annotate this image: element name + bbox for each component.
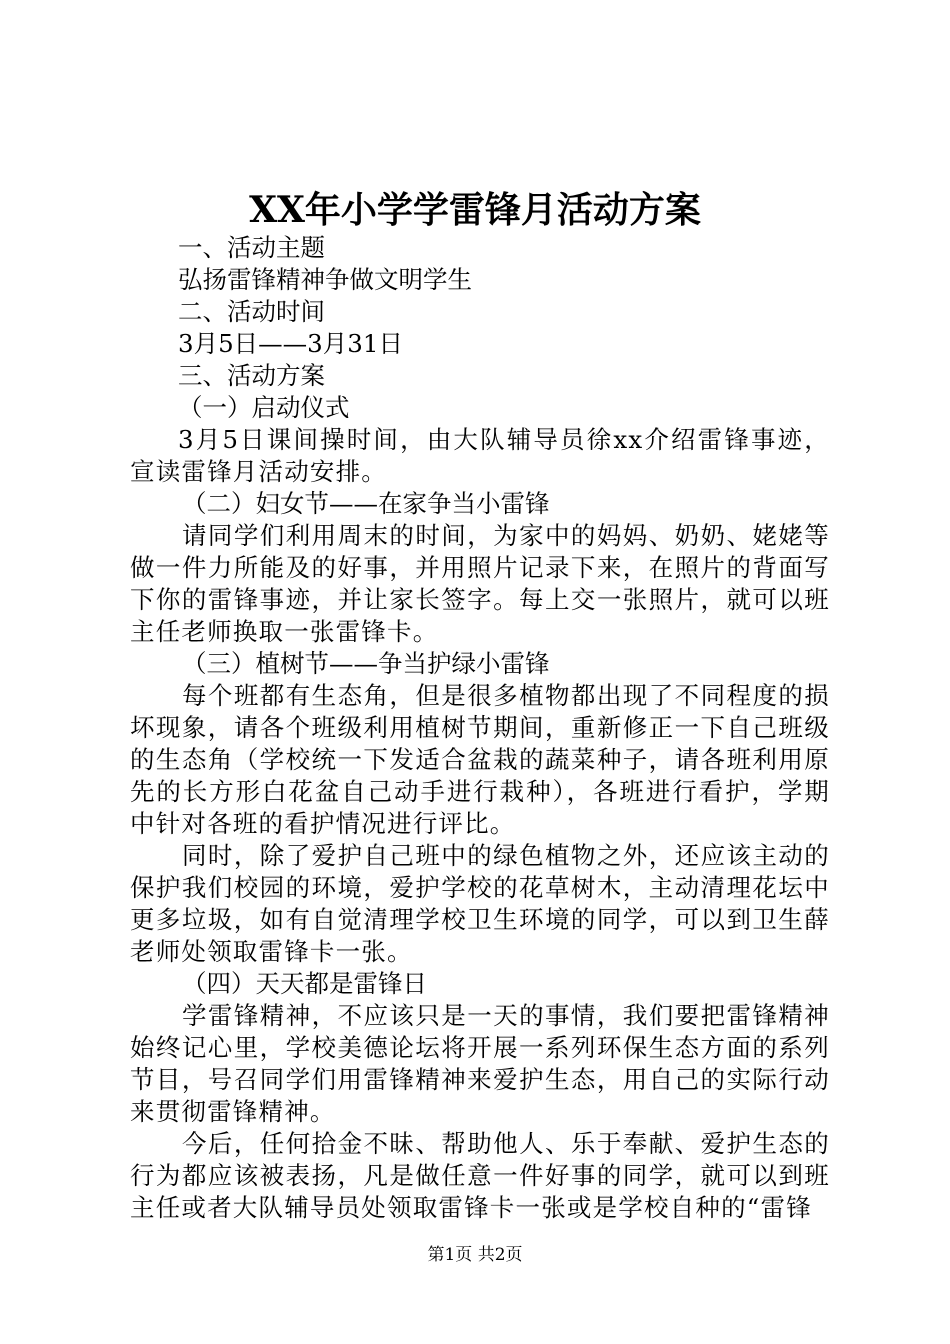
document-body — [130, 232, 830, 1224]
section-heading-theme: 一、活动主题 — [178, 233, 325, 262]
paragraph-everyday-1: 学雷锋精神，不应该只是一天的事情，我们要把雷锋精神始终记心里，学校美德论坛将开展一系列环保生态方面的系列节目，号召同学们用雷锋精神来爱护生态，用自己的实际行动来贯彻雷锋精神。 — [130, 1001, 830, 1126]
subheading-arbor-day: （三）植树节——争当护绿小雷锋 — [182, 649, 550, 678]
theme-text: 弘扬雷锋精神争做文明学生 — [178, 265, 472, 294]
subheading-launch: （一）启动仪式 — [178, 393, 350, 422]
subheading-everyday: （四）天天都是雷锋日 — [182, 969, 427, 998]
section-heading-plan: 三、活动方案 — [178, 361, 325, 390]
paragraph-arbor-day-2: 同时，除了爱护自己班中的绿色植物之外，还应该主动的保护我们校园的环境，爱护学校的花草树木，主动清理花坛中更多垃圾，如有自觉清理学校卫生环境的同学，可以到卫生薛老师处领取雷锋卡一张。 — [130, 841, 830, 966]
time-text: 3月5日——3月31日 — [178, 329, 403, 358]
paragraph-womens-day: 请同学们利用周末的时间，为家中的妈妈、奶奶、姥姥等做一件力所能及的好事，并用照片记录下来，在照片的背面写下你的雷锋事迹，并让家长签字。每上交一张照片，就可以班主任老师换取一张雷锋卡。 — [130, 521, 830, 646]
subheading-womens-day: （二）妇女节——在家争当小雷锋 — [182, 489, 550, 518]
section-heading-time: 二、活动时间 — [178, 297, 325, 326]
document-title: XX年小学学雷锋月活动方案 — [249, 189, 701, 231]
paragraph-everyday-2: 今后，任何拾金不昧、帮助他人、乐于奉献、爱护生态的行为都应该被表扬，凡是做任意一件好事的同学，就可以到班主任或者大队辅导员处领取雷锋卡一张或是学校自种的“雷锋 — [130, 1129, 830, 1222]
paragraph-launch: 3月5日课间操时间，由大队辅导员徐xx介绍雷锋事迹，宣读雷锋月活动安排。 — [130, 425, 830, 486]
paragraph-arbor-day-1: 每个班都有生态角，但是很多植物都出现了不同程度的损坏现象，请各个班级利用植树节期间，重新修正一下自己班级的生态角（学校统一下发适合盆栽的蔬菜种子，请各班利用原先的长方形白花盆自己动手进行栽种），各班进行看护，学期中针对各班的看护情况进行评比。 — [130, 681, 830, 838]
page-footer: 第1页 共2页 — [427, 1245, 523, 1265]
